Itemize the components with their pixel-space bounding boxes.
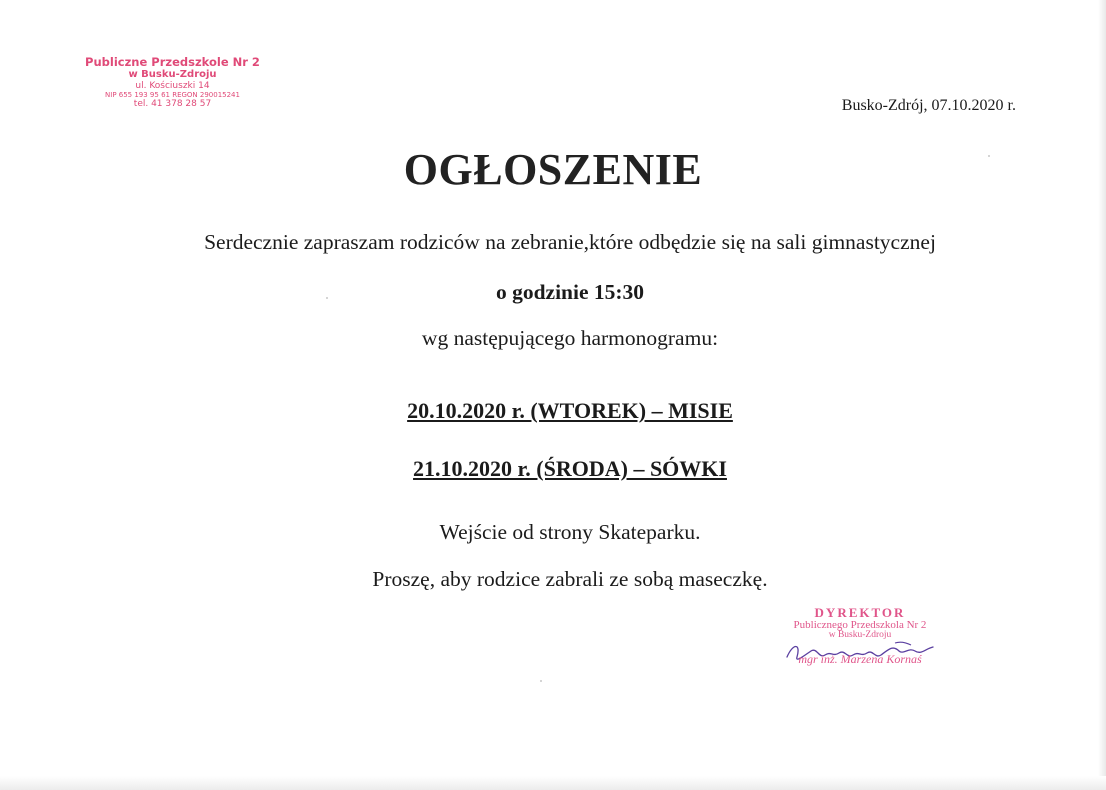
schedule-item-misie: 20.10.2020 r. (WTOREK) – MISIE — [407, 398, 733, 423]
director-title: DYREKTOR — [814, 605, 906, 620]
scan-edge-right — [1098, 0, 1106, 790]
stamp-institution-name: Publiczne Przedszkole Nr 2 — [85, 55, 260, 69]
mask-note: Proszę, aby rodzice zabrali ze sobą maseczkę. — [372, 567, 768, 591]
invitation-text: Serdecznie zapraszam rodziców na zebranie,które odbędzie się na sali gimnastycznej — [204, 230, 936, 254]
director-organization: Publicznego Przedszkola Nr 2 — [793, 618, 927, 631]
scan-speck — [326, 297, 328, 299]
stamp-street: ul. Kościuszki 14 — [135, 80, 210, 91]
entrance-note: Wejście od strony Skateparku. — [439, 520, 701, 544]
document-date: Busko-Zdrój, 07.10.2020 r. — [841, 97, 1016, 114]
director-city: w Busku-Zdroju — [828, 630, 892, 641]
director-name: mgr inż. Marzena Kornaś — [798, 652, 922, 667]
kindergarten-stamp — [70, 56, 275, 109]
scan-edge-bottom — [0, 776, 1106, 790]
meeting-hour: o godzinie 15:30 — [495, 280, 645, 304]
page-title: OGŁOSZENIE — [403, 145, 703, 194]
schedule-item-sowki: 21.10.2020 r. (ŚRODA) – SÓWKI — [413, 456, 727, 481]
schedule-intro: wg następującego harmonogramu: — [421, 326, 719, 350]
stamp-city: w Busku-Zdroju — [128, 69, 217, 81]
scan-speck — [988, 155, 990, 157]
scan-speck — [540, 680, 542, 682]
stamp-tax-ids: NIP 655 193 95 61 REGON 290015241 — [105, 91, 240, 100]
director-stamp — [765, 606, 955, 666]
stamp-phone: tel. 41 378 28 57 — [133, 99, 212, 110]
